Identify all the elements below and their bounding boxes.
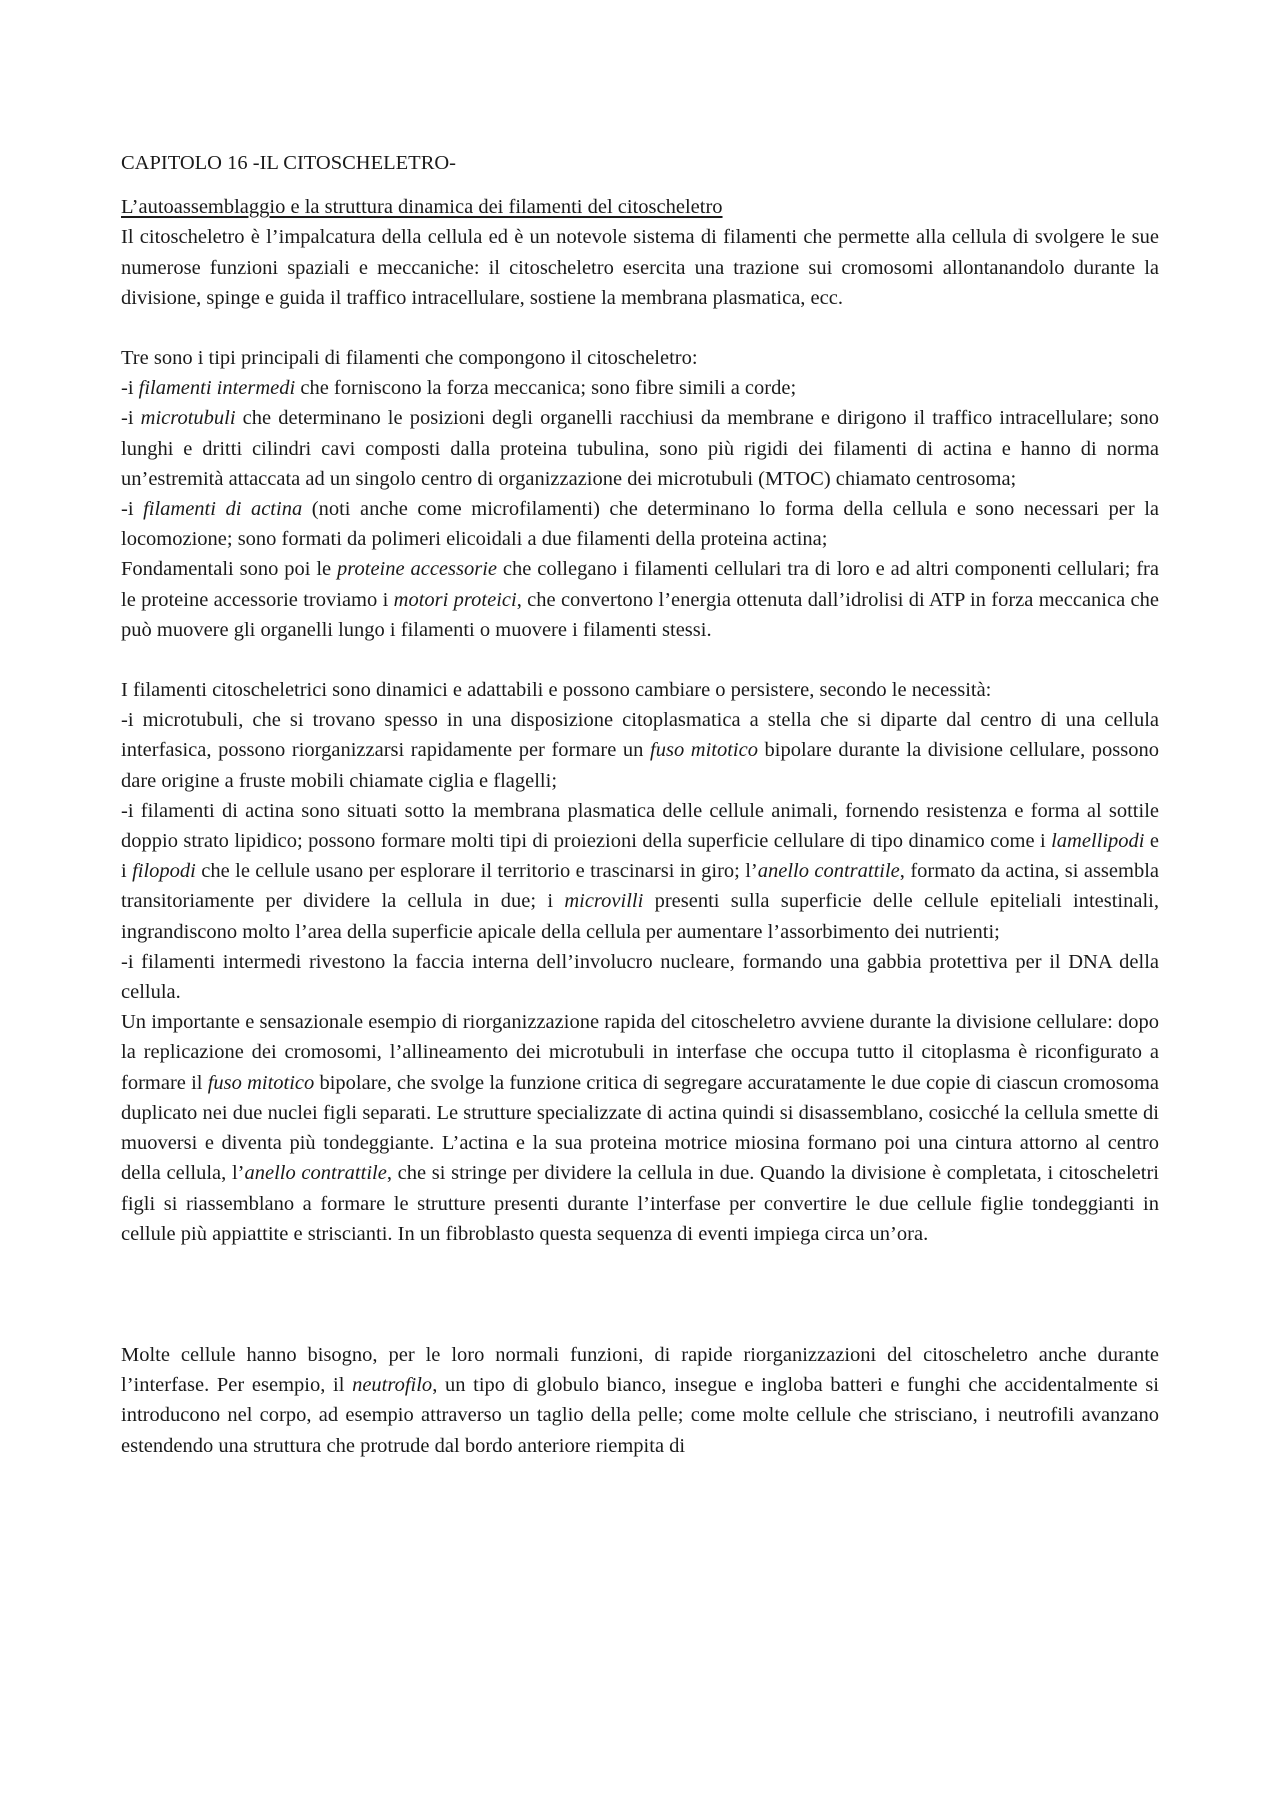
italic-term: anello contrattile [757,860,900,883]
paragraph-intro [121,222,1159,313]
text-run: Fondamentali sono poi le [121,558,338,581]
paragraph-accessory-proteins [121,554,1159,645]
paragraph-microtubules [121,403,1159,494]
text-run: -i [121,377,139,400]
italic-term: microvilli [564,890,644,913]
paragraph-intermediate-filaments [121,373,1159,403]
text-run: , che si stringe per dividere la cellula in due. Quando la divisione è completata, i citoscheletri figli si riassemblano a formare le strutture presenti durante l’interfase per convertire le due cellule figlie tondeggianti in cellule più appiattite e striscianti. In un fibroblasto questa sequenza di eventi impiega circa un’ora. [121,1162,1159,1245]
italic-term: anello contrattile [244,1162,387,1185]
text-run: -i filamenti di actina sono situati sotto la membrana plasmatica delle cellule animali, fornendo resistenza e forma al sottile doppio strato lipidico; possono formare molti tipi di proiezioni della superficie cellulare di tipo dinamico come i [121,799,1159,853]
text-run: presenti sulla superficie delle cellule epiteliali intestinali, ingrandiscono molto l’area della superficie apicale della cellula per aumentare l’assorbimento dei nutrienti; [121,890,1159,943]
text-run: Il citoscheletro è l’impalcatura della cellula ed è un notevole sistema di filamenti che permette alla cellula di svolgere le sue numerose funzioni spaziali e meccaniche: il citoscheletro esercita una trazione sui cromosomi allontanandolo durante la divisione, spinge e guida il traffico intracellulare, sostiene la membrana plasmatica, ecc. [121,226,1159,309]
italic-term: filamenti intermedi [138,377,296,400]
text-run: bipolare durante la divisione cellulare, possono dare origine a fruste mobili chiamate ciglia e flagelli; [121,739,1160,792]
text-run: Un importante e sensazionale esempio di riorganizzazione rapida del citoscheletro avviene durante la divisione cellulare: dopo la replicazione dei cromosomi, l’allineamento dei microtubuli in interfase che occupa tutto il citoplasma è riconfigurato a formare il [121,1011,1159,1094]
paragraph-dynamic-filaments [121,675,1159,705]
text-run: I filamenti citoscheletrici sono dinamici e adattabili e possono cambiare o persistere, secondo le necessità: [121,679,992,702]
text-run: e i [121,830,1160,883]
paragraph-types-intro [121,343,1159,373]
italic-term: motori proteici [393,588,517,611]
paragraph-intermediate-dynamic [121,947,1159,1007]
paragraph-interphase-reorganization [121,1340,1159,1461]
text-run: , un tipo di globulo bianco, insegue e ingloba batteri e funghi che accidentalmente si introducono nel corpo, ad esempio attraverso un taglio della pelle; come molte cellule che strisciano, i neutrofili avanzano estendendo una struttura che protrude dal bordo anteriore riempita di [121,1374,1159,1457]
text-run: -i filamenti intermedi rivestono la faccia interna dell’involucro nucleare, formando una gabbia protettiva per il DNA della cellula. [121,950,1159,1004]
text-run: -i [121,498,144,521]
text-run: che le cellule usano per esplorare il territorio e trascinarsi in giro; l’ [195,860,758,883]
chapter-title: CAPITOLO 16 -IL CITOSCHELETRO- [121,152,457,174]
italic-term: filopodi [132,860,196,883]
italic-term: microtubuli [140,407,236,430]
text-run: -i microtubuli, che si trovano spesso in una disposizione citoplasmatica a stella che si diparte dal centro di una cellula interfasica, possono riorganizzarsi rapidamente per formare un [121,709,1159,762]
paragraph-microtubules-dynamic [121,705,1159,796]
text-run: (noti anche come microfilamenti) che determinano lo forma della cellula e sono necessari per la locomozione; sono formati da polimeri elicoidali a due filamenti della proteina actina; [121,498,1159,551]
italic-term: lamellipodi [1051,830,1145,853]
paragraph-cell-division-example [121,1007,1159,1249]
italic-term: filamenti di actina [143,498,303,521]
italic-term: proteine accessorie [337,558,498,581]
text-run: -i [121,407,141,430]
text-run: che collegano i filamenti cellulari tra di loro e ad altri componenti cellulari; fra le proteine accessorie troviamo i [121,558,1159,611]
italic-term: fuso mitotico [207,1071,315,1094]
text-run: , che convertono l’energia ottenuta dall’idrolisi di ATP in forza meccanica che può muovere gli organelli lungo i filamenti o muovere i filamenti stessi. [121,588,1159,641]
text-run: Tre sono i tipi principali di filamenti che compongono il citoscheletro: [121,347,698,370]
document-page [121,148,1159,1461]
italic-term: fuso mitotico [650,739,758,762]
text-run: che forniscono la forza meccanica; sono fibre simili a corde; [295,377,797,400]
text-run: , formato da actina, si assembla transitoriamente per dividere la cellula in due; i [121,860,1159,913]
text-run: che determinano le posizioni degli organelli racchiusi da membrane e dirigono il traffico intracellulare; sono lunghi e dritti cilindri cavi composti dalla proteina tubulina, sono più rigidi dei filamenti di actina e hanno di norma un’estremità attaccata ad un singolo centro di organizzazione dei microtubuli (MTOC) chiamato centrosoma; [121,407,1159,490]
section-heading: L’autoassemblaggio e la struttura dinamica dei filamenti del citoscheletro [121,196,723,219]
text-run: bipolare, che svolge la funzione critica di segregare accuratamente le due copie di ciascun cromosoma duplicato nei due nuclei figli separati. Le strutture specializzate di actina quindi si disassemblano, cosicché la cellula smette di muoversi e diventa più tondeggiante. L’actina e la sua proteina motrice miosina formano poi una cintura attorno al centro della cellula, l’ [121,1071,1160,1185]
italic-term: neutrofilo [352,1374,433,1397]
text-run: Molte cellule hanno bisogno, per le loro normali funzioni, di rapide riorganizzazioni del citoscheletro anche durante l’interfase. Per esempio, il [121,1343,1159,1397]
paragraph-actin-dynamic [121,796,1159,947]
paragraph-actin-filaments [121,494,1159,554]
